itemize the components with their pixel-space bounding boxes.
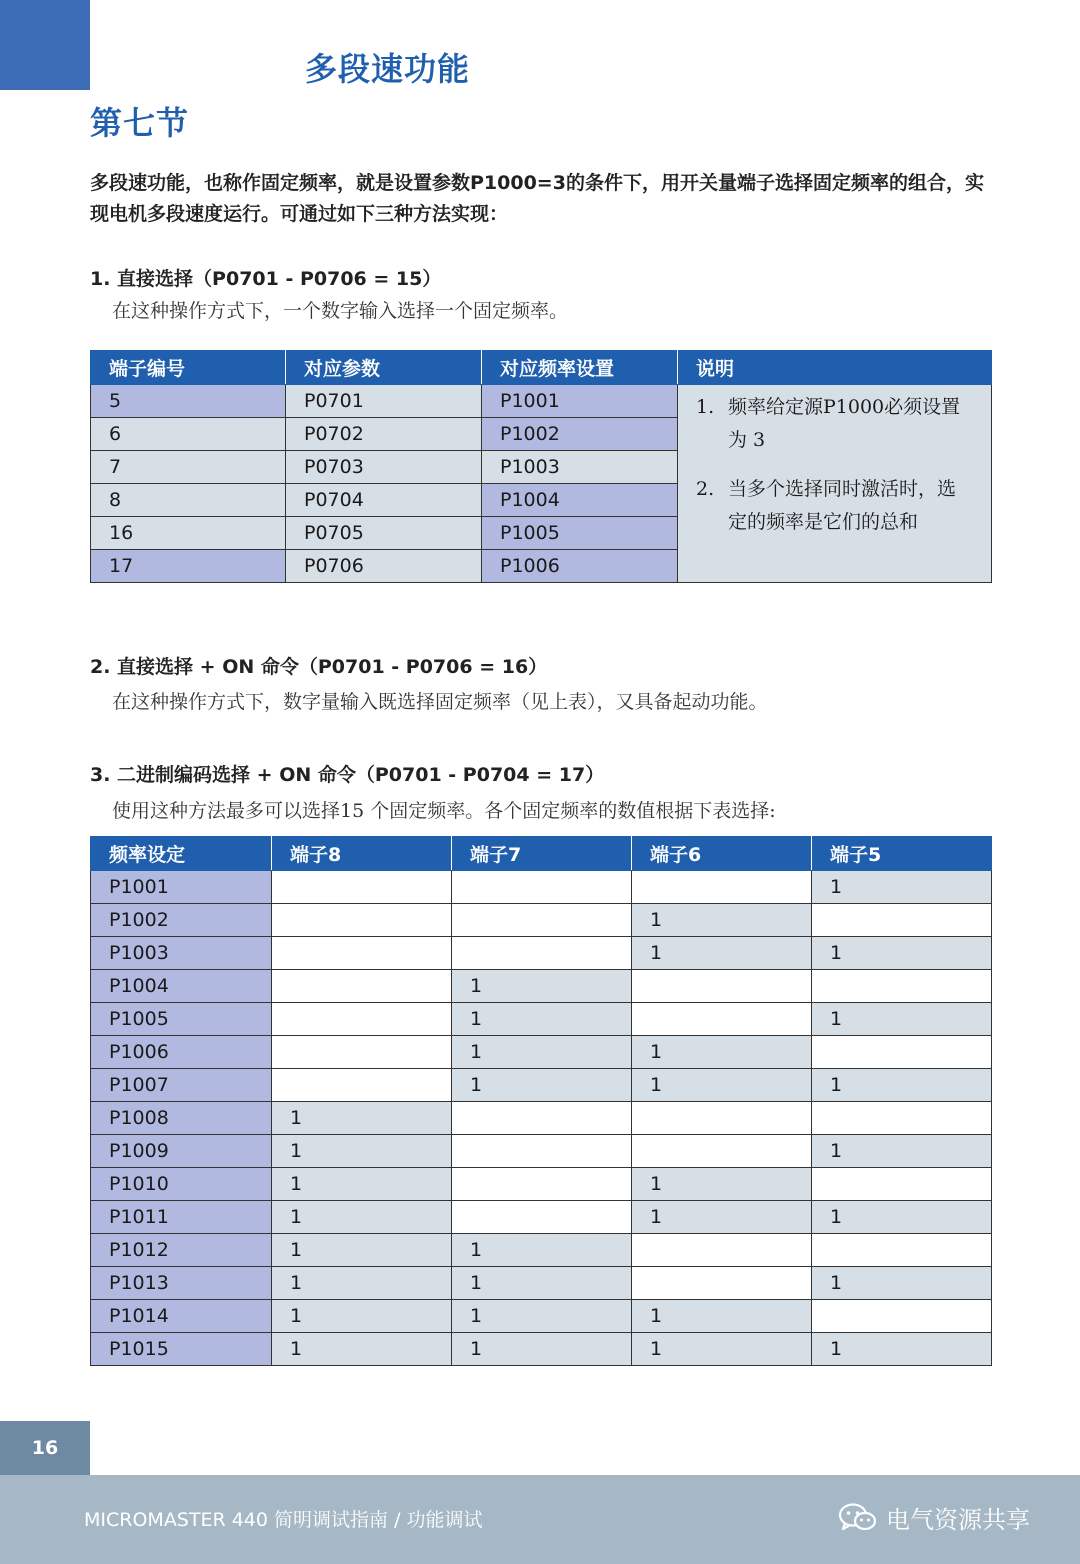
header-parameter: 对应参数 <box>286 351 482 385</box>
table-row <box>91 1069 992 1102</box>
table-row <box>91 904 992 937</box>
table-row <box>91 1168 992 1201</box>
table-row <box>91 1102 992 1135</box>
table-header-row <box>91 837 992 871</box>
terminal-8-cell <box>272 937 452 970</box>
terminal-8-cell: 1 <box>272 1234 452 1267</box>
method3-heading: 3. 二进制编码选择 + ON 命令（P0701 - P0704 = 17） <box>90 764 605 786</box>
terminal-8-cell <box>272 904 452 937</box>
terminal-7-cell: 1 <box>452 1333 632 1366</box>
terminal-7-cell <box>452 1201 632 1234</box>
terminal-6-cell <box>632 970 812 1003</box>
frequency-cell: P1002 <box>91 904 272 937</box>
terminal-5-cell <box>812 904 992 937</box>
terminal-6-cell: 1 <box>632 1168 812 1201</box>
terminal-7-cell <box>452 904 632 937</box>
watermark <box>838 1500 1030 1535</box>
frequency-cell: P1005 <box>91 1003 272 1036</box>
header-frequency: 对应频率设置 <box>482 351 678 385</box>
header-frequency-setting: 频率设定 <box>91 837 272 871</box>
table-row <box>91 1234 992 1267</box>
table-row <box>91 1135 992 1168</box>
terminal-7-cell <box>452 937 632 970</box>
table-row <box>91 1300 992 1333</box>
frequency-cell: P1008 <box>91 1102 272 1135</box>
terminal-7-cell <box>452 1168 632 1201</box>
frequency-cell: P1014 <box>91 1300 272 1333</box>
header-notes: 说明 <box>678 351 992 385</box>
section-title: 第七节 <box>90 104 190 142</box>
intro-paragraph: 多段速功能，也称作固定频率，就是设置参数P1000=3的条件下，用开关量端子选择固定频率的组合，实现电机多段速度运行。可通过如下三种方法实现： <box>90 172 984 225</box>
terminal-cell: 7 <box>91 451 286 484</box>
terminal-6-cell <box>632 1003 812 1036</box>
terminal-5-cell: 1 <box>812 1003 992 1036</box>
frequency-cell: P1015 <box>91 1333 272 1366</box>
terminal-cell: 6 <box>91 418 286 451</box>
direct-selection-table <box>90 350 992 583</box>
terminal-5-cell: 1 <box>812 1201 992 1234</box>
table-row <box>91 937 992 970</box>
terminal-6-cell <box>632 871 812 904</box>
method2-description: 在这种操作方式下，数字量输入既选择固定频率（见上表），又具备起动功能。 <box>112 691 768 713</box>
table-header-row <box>91 351 992 385</box>
method1-description: 在这种操作方式下，一个数字输入选择一个固定频率。 <box>112 300 569 322</box>
corner-block <box>0 0 90 90</box>
terminal-8-cell <box>272 1036 452 1069</box>
table-row <box>91 1003 992 1036</box>
terminal-5-cell: 1 <box>812 1267 992 1300</box>
terminal-7-cell <box>452 1135 632 1168</box>
terminal-8-cell <box>272 1069 452 1102</box>
terminal-7-cell: 1 <box>452 1036 632 1069</box>
frequency-cell: P1003 <box>91 937 272 970</box>
header-terminal-5: 端子5 <box>812 837 992 871</box>
terminal-cell: 16 <box>91 517 286 550</box>
table-row <box>91 385 992 418</box>
table-row <box>91 1036 992 1069</box>
notes-cell <box>678 385 992 583</box>
terminal-6-cell <box>632 1234 812 1267</box>
terminal-6-cell: 1 <box>632 1333 812 1366</box>
frequency-cell: P1012 <box>91 1234 272 1267</box>
binary-coding-table <box>90 836 992 1366</box>
frequency-cell: P1009 <box>91 1135 272 1168</box>
footer-title: MICROMASTER 440 简明调试指南 / 功能调试 <box>84 1509 483 1531</box>
method3-description: 使用这种方法最多可以选择15 个固定频率。各个固定频率的数值根据下表选择: <box>112 800 776 822</box>
terminal-5-cell: 1 <box>812 1333 992 1366</box>
note-1: 1. 频率给定源P1000必须设置 为 3 <box>696 396 961 451</box>
terminal-6-cell: 1 <box>632 1036 812 1069</box>
terminal-cell: 5 <box>91 385 286 418</box>
terminal-6-cell: 1 <box>632 1201 812 1234</box>
terminal-6-cell: 1 <box>632 1069 812 1102</box>
terminal-5-cell: 1 <box>812 937 992 970</box>
frequency-cell: P1007 <box>91 1069 272 1102</box>
table-row <box>91 871 992 904</box>
parameter-cell: P0703 <box>286 451 482 484</box>
terminal-8-cell <box>272 871 452 904</box>
terminal-7-cell: 1 <box>452 970 632 1003</box>
page-number: 16 <box>0 1421 90 1475</box>
terminal-6-cell <box>632 1267 812 1300</box>
terminal-7-cell: 1 <box>452 1003 632 1036</box>
terminal-5-cell <box>812 1168 992 1201</box>
terminal-7-cell: 1 <box>452 1300 632 1333</box>
frequency-cell: P1003 <box>482 451 678 484</box>
frequency-cell: P1010 <box>91 1168 272 1201</box>
terminal-cell: 8 <box>91 484 286 517</box>
chapter-title: 多段速功能 <box>305 50 471 88</box>
frequency-cell: P1006 <box>482 550 678 583</box>
terminal-6-cell: 1 <box>632 937 812 970</box>
header-terminal-7: 端子7 <box>452 837 632 871</box>
terminal-7-cell: 1 <box>452 1234 632 1267</box>
terminal-6-cell: 1 <box>632 904 812 937</box>
terminal-7-cell <box>452 1102 632 1135</box>
frequency-cell: P1006 <box>91 1036 272 1069</box>
terminal-5-cell: 1 <box>812 1069 992 1102</box>
wechat-icon <box>838 1502 878 1534</box>
table-row <box>91 1201 992 1234</box>
terminal-8-cell: 1 <box>272 1300 452 1333</box>
frequency-cell: P1011 <box>91 1201 272 1234</box>
terminal-8-cell: 1 <box>272 1201 452 1234</box>
terminal-6-cell <box>632 1135 812 1168</box>
watermark-text: 电气资源共享 <box>886 1506 1030 1534</box>
terminal-6-cell: 1 <box>632 1300 812 1333</box>
terminal-5-cell <box>812 1036 992 1069</box>
terminal-5-cell: 1 <box>812 1135 992 1168</box>
table-row <box>91 1333 992 1366</box>
frequency-cell: P1001 <box>91 871 272 904</box>
terminal-5-cell <box>812 970 992 1003</box>
terminal-cell: 17 <box>91 550 286 583</box>
terminal-7-cell: 1 <box>452 1267 632 1300</box>
note-2: 2. 当多个选择同时激活时，选 定的频率是它们的总和 <box>696 478 957 533</box>
method1-heading: 1. 直接选择（P0701 - P0706 = 15） <box>90 268 442 290</box>
frequency-cell: P1001 <box>482 385 678 418</box>
terminal-5-cell <box>812 1300 992 1333</box>
table-row <box>91 1267 992 1300</box>
frequency-cell: P1013 <box>91 1267 272 1300</box>
terminal-5-cell: 1 <box>812 871 992 904</box>
terminal-8-cell: 1 <box>272 1168 452 1201</box>
terminal-5-cell <box>812 1234 992 1267</box>
method2-heading: 2. 直接选择 + ON 命令（P0701 - P0706 = 16） <box>90 656 548 678</box>
terminal-7-cell <box>452 871 632 904</box>
terminal-8-cell <box>272 1003 452 1036</box>
table-row <box>91 970 992 1003</box>
terminal-8-cell: 1 <box>272 1102 452 1135</box>
parameter-cell: P0704 <box>286 484 482 517</box>
frequency-cell: P1002 <box>482 418 678 451</box>
frequency-cell: P1004 <box>482 484 678 517</box>
parameter-cell: P0705 <box>286 517 482 550</box>
parameter-cell: P0706 <box>286 550 482 583</box>
parameter-cell: P0702 <box>286 418 482 451</box>
header-terminal: 端子编号 <box>91 351 286 385</box>
terminal-8-cell: 1 <box>272 1135 452 1168</box>
frequency-cell: P1004 <box>91 970 272 1003</box>
frequency-cell: P1005 <box>482 517 678 550</box>
header-terminal-6: 端子6 <box>632 837 812 871</box>
terminal-8-cell: 1 <box>272 1333 452 1366</box>
terminal-7-cell: 1 <box>452 1069 632 1102</box>
terminal-5-cell <box>812 1102 992 1135</box>
terminal-8-cell <box>272 970 452 1003</box>
terminal-8-cell: 1 <box>272 1267 452 1300</box>
terminal-6-cell <box>632 1102 812 1135</box>
header-terminal-8: 端子8 <box>272 837 452 871</box>
parameter-cell: P0701 <box>286 385 482 418</box>
